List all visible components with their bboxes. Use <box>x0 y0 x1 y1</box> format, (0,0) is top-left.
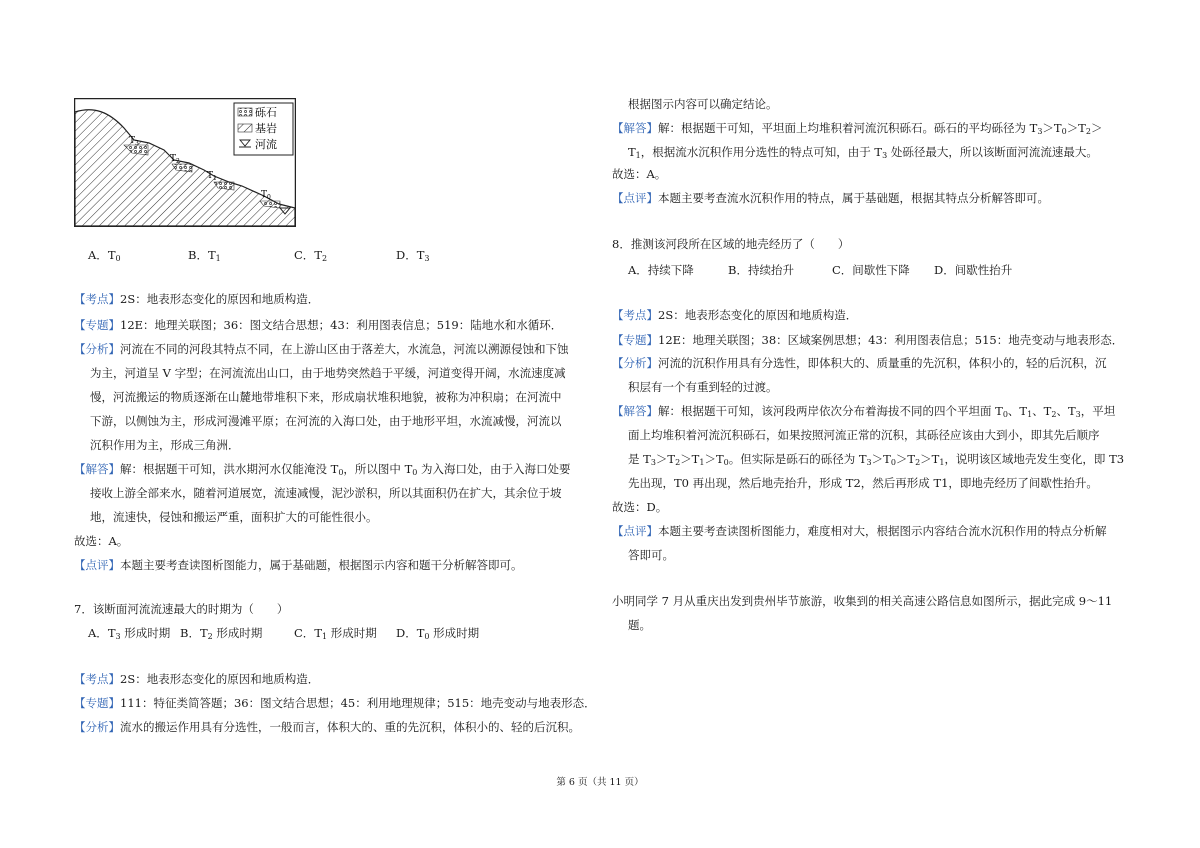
q6-fenxi-3: 慢，河流搬运的物质逐渐在山麓地带堆积下来，形成扇状堆积地貌，被称为冲积扇；在河流中 <box>90 390 562 404</box>
q6-kaodian: 【考点】2S：地表形态变化的原因和地质构造． <box>74 292 320 306</box>
q6-fenxi-5: 沉积作用为主，形成三角洲． <box>90 438 240 452</box>
q9-intro-1: 小明同学 7 月从重庆出发到贵州毕节旅游，收集到的相关高速公路信息如图所示，据此完成 9～11 <box>612 594 1113 608</box>
q7-jieda-2: $T_1$，根据流水沉积作用分选性的特点可知，由于 $T_3$ 处砾径最大，所以该断面河流流速最大。 <box>628 145 1098 160</box>
q6-answer: 故选：A。 <box>74 534 129 548</box>
q8-kaodian: 【考点】2S：地表形态变化的原因和地质构造． <box>612 308 858 322</box>
q8-jieda-3: 是 $T_3>T_2>T_1>T_0$。但实际是砾石的砾径为 $T_3>T_0>T_2>T_1$，说明该区域地壳发生变化，即 T3 <box>628 452 1125 467</box>
q7-option-c: C．$T_1$ 形成时期 <box>294 626 377 641</box>
q7-answer: 故选：A。 <box>612 167 667 181</box>
q6-option-b: B．$T_1$ <box>188 248 221 263</box>
label-t3: $T_3$ <box>129 136 139 147</box>
cross-section-svg <box>74 98 296 227</box>
q7-kaodian: 【考点】2S：地表形态变化的原因和地质构造． <box>74 672 320 686</box>
q8-option-b: B．持续抬升 <box>728 263 794 277</box>
q7-stem: 7．该断面河流流速最大的时期为（ ） <box>74 602 289 616</box>
legend-bedrock: 基岩 <box>255 122 277 135</box>
q8-jieda-2: 面上均堆积着河流沉积砾石，如果按照河流正常的沉积，其砾径应该由大到小，即其先后顺序 <box>628 428 1100 442</box>
q7-fenxi: 【分析】流水的搬运作用具有分选性，一般而言，体积大的、重的先沉积，体积小的、轻的后沉积。 <box>74 720 580 734</box>
q8-zhuanti: 【专题】12E：地理关联图；38：区域案例思想；43：利用图表信息；515：地壳变动与地表形态． <box>612 333 1124 347</box>
q8-jieda-1: 【解答】解：根据题干可知，该河段两岸依次分布着海拔不同的四个平坦面 $T_0$、$T_1$、$T_2$、$T_3$，平坦 <box>612 404 1116 419</box>
q6-dianping: 【点评】本题主要考查读图析图能力，属于基础题，根据图示内容和题干分析解答即可。 <box>74 558 523 572</box>
q6-jieda-3: 地，流速快，侵蚀和搬运严重，面积扩大的可能性很小。 <box>90 510 378 524</box>
q7-fenxi-cont: 根据图示内容可以确定结论。 <box>628 97 778 111</box>
label-t2: $T_2$ <box>170 154 180 165</box>
q8-fenxi-1: 【分析】河流的沉积作用具有分选性，即体积大的、质量重的先沉积，体积小的，轻的后沉积，沉 <box>612 356 1107 370</box>
bedrock-swatch <box>238 124 252 132</box>
label-t1: $T_1$ <box>207 171 217 182</box>
q6-fenxi-2: 为主，河道呈 V 字型；在河流流出山口，由于地势突然趋于平缓，河道变得开阔，水流速度减 <box>90 366 566 380</box>
q6-fenxi-4: 下游，以侧蚀为主，形成河漫滩平原；在河流的入海口处，由于地形平坦，水流减慢，河流以 <box>90 414 562 428</box>
q7-option-b: B．$T_2$ 形成时期 <box>180 626 263 641</box>
q8-answer: 故选：D。 <box>612 500 668 514</box>
legend-river: 河流 <box>255 138 277 151</box>
q7-jieda-1: 【解答】解：根据题干可知，平坦面上均堆积着河流沉积砾石。砾石的平均砾径为 $T_3>T_0>T_2>$ <box>612 121 1103 136</box>
q7-zhuanti: 【专题】111：特征类简答题；36：图文结合思想；45：利用地理规律；515：地壳变动与地表形态． <box>74 696 596 710</box>
label-t0: $T_0$ <box>261 190 271 201</box>
q6-zhuanti: 【专题】12E：地理关联图；36：图文结合思想；43：利用图表信息；519：陆地水和水循环． <box>74 318 563 332</box>
q8-fenxi-2: 积层有一个有重到轻的过渡。 <box>628 380 778 394</box>
q7-dianping: 【点评】本题主要考查流水沉积作用的特点，属于基础题，根据其特点分析解答即可。 <box>612 191 1049 205</box>
q6-option-c: C．$T_2$ <box>294 248 328 263</box>
q8-option-c: C．间歇性下降 <box>832 263 910 277</box>
q8-dianping-1: 【点评】本题主要考查读图析图能力，难度相对大，根据图示内容结合流水沉积作用的特点分析解 <box>612 524 1107 538</box>
q8-stem: 8．推测该河段所在区域的地壳经历了（ ） <box>612 237 850 251</box>
q8-option-a: A．持续下降 <box>628 263 694 277</box>
q6-jieda-2: 接收上游全部来水，随着河道展宽，流速减慢，泥沙淤积，所以其面积仍在扩大，其余位于坡 <box>90 486 562 500</box>
q8-jieda-4: 先出现，T0 再出现，然后地壳抬升，形成 T2，然后再形成 T1，即地壳经历了间歇性抬升。 <box>628 476 1098 490</box>
q9-intro-2: 题。 <box>628 618 651 632</box>
q6-option-a: A．$T_0$ <box>88 248 121 263</box>
page-footer: 第 6 页（共 11 页） <box>556 777 644 788</box>
q8-dianping-2: 答即可。 <box>628 548 674 562</box>
q7-option-d: D．$T_0$ 形成时期 <box>396 626 480 641</box>
gravel-swatch <box>238 108 252 116</box>
q8-option-d: D．间歇性抬升 <box>934 263 1013 277</box>
q6-option-d: D．$T_3$ <box>396 248 430 263</box>
legend-gravel: 砾石 <box>255 106 277 119</box>
q6-jieda-1: 【解答】解：根据题干可知，洪水期河水仅能淹没 $T_0$，所以图中 $T_0$ 为入海口处，由于入海口处要 <box>74 462 571 477</box>
q7-option-a: A．$T_3$ 形成时期 <box>88 626 171 641</box>
q6-fenxi-1: 【分析】河流在不同的河段其特点不同，在上游山区由于落差大，水流急，河流以溯源侵蚀和下蚀 <box>74 342 569 356</box>
terrace-cross-section-figure <box>74 98 296 227</box>
